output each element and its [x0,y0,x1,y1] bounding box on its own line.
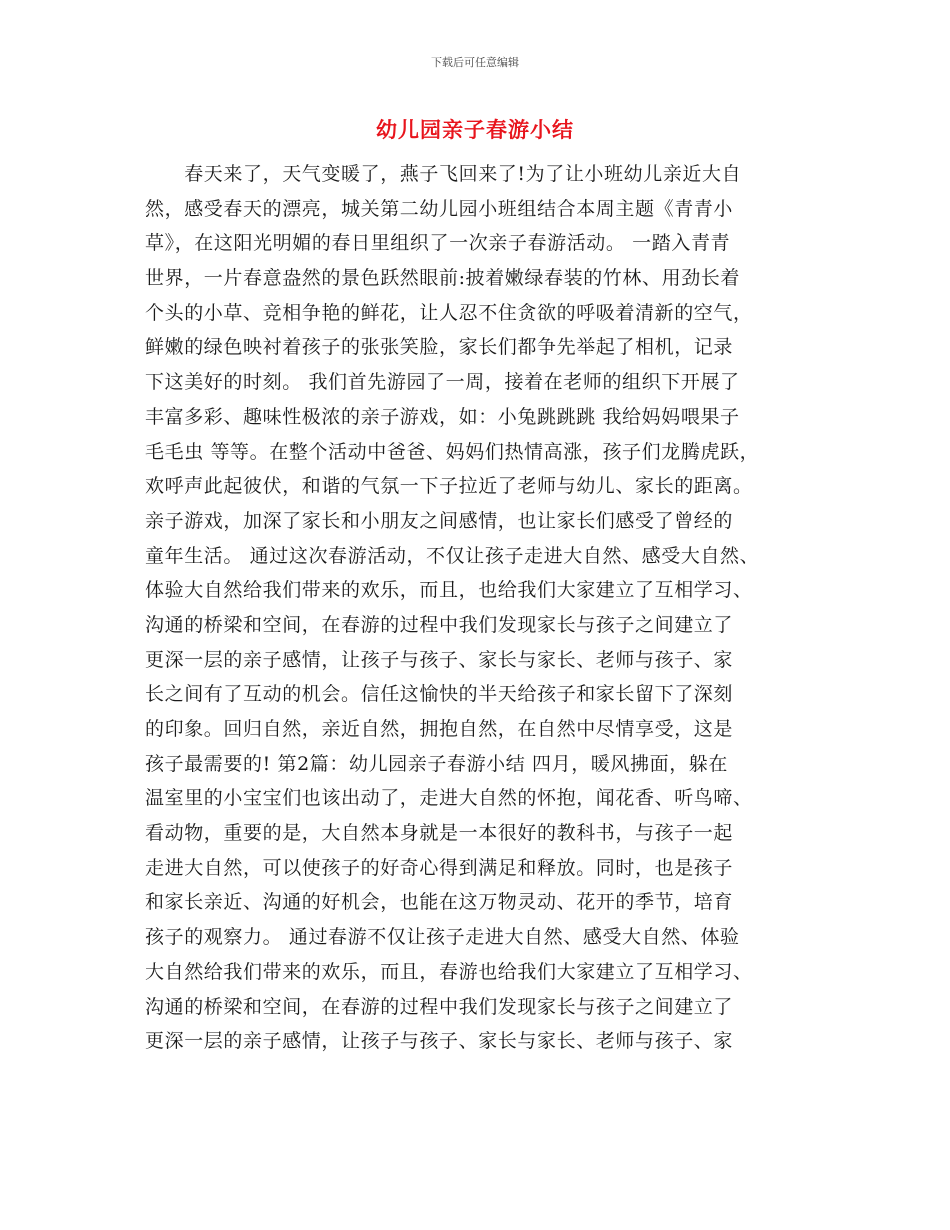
body-line: 个头的小草、竞相争艳的鲜花，让人忍不住贪欲的呼吸着清新的空气， [145,301,753,324]
body-line: 毛毛虫 等等。在整个活动中爸爸、妈妈们热情高涨，孩子们龙腾虎跃， [145,440,760,463]
body-line: 走进大自然，可以使孩子的好奇心得到满足和释放。同时，也是孩子 [145,856,734,879]
body-line: 更深一层的亲子感情，让孩子与孩子、家长与家长、老师与孩子、家 [145,1030,734,1053]
document-title: 幼儿园亲子春游小结 [376,118,574,142]
body-line: 草》，在这阳光明媚的春日里组织了一次亲子春游活动。 一踏入青青 [145,232,731,255]
body-line: 长之间有了互动的机会。信任这愉快的半天给孩子和家长留下了深刻 [145,683,734,706]
body-line: 看动物，重要的是，大自然本身就是一本很好的教科书，与孩子一起 [145,822,734,845]
body-line: 和家长亲近、沟通的好机会，也能在这万物灵动、花开的季节，培育 [145,891,734,914]
body-line: 的印象。回归自然，亲近自然，拥抱自然，在自然中尽情享受，这是 [145,718,734,740]
body-line: 温室里的小宝宝们也该出动了，走进大自然的怀抱，闻花香、听鸟啼、 [145,787,753,810]
body-line: 下这美好的时刻。 我们首先游园了一周，接着在老师的组织下开展了 [145,371,740,394]
body-line: 孩子的观察力。 通过春游不仅让孩子走进大自然、感受大自然、体验 [145,926,740,949]
body-line: 沟通的桥梁和空间，在春游的过程中我们发现家长与孩子之间建立了 [145,995,734,1018]
body-line: 春天来了，天气变暖了，燕子飞回来了!为了让小班幼儿亲近大自 [145,163,742,185]
body-line: 欢呼声此起彼伏，和谐的气氛一下子拉近了老师与幼儿、家长的距离。 [145,475,753,498]
body-line: 沟通的桥梁和空间，在春游的过程中我们发现家长与孩子之间建立了 [145,613,734,636]
body-line: 鲜嫩的绿色映衬着孩子的张张笑脸，家长们都争先举起了相机，记录 [145,336,734,359]
body-line: 更深一层的亲子感情，让孩子与孩子、家长与家长、老师与孩子、家 [145,648,734,671]
body-line: 亲子游戏，加深了家长和小朋友之间感情，也让家长们感受了曾经的 [145,509,734,532]
body-line: 世界，一片春意盎然的景色跃然眼前:披着嫩绿春装的竹林、用劲长着 [145,267,741,290]
body-line: 童年生活。 通过这次春游活动，不仅让孩子走进大自然、感受大自然、 [145,544,760,567]
header-note: 下载后可任意编辑 [431,56,519,69]
body-line: 大自然给我们带来的欢乐，而且，春游也给我们大家建立了互相学习、 [145,960,753,983]
body-line: 然，感受春天的漂亮，城关第二幼儿园小班组结合本周主题《青青小 [145,197,734,220]
body-line: 孩子最需要的! 第2篇：幼儿园亲子春游小结 四月，暖风拂面，躲在 [145,752,729,775]
document-body [145,157,825,1059]
body-line: 体验大自然给我们带来的欢乐，而且，也给我们大家建立了互相学习、 [145,579,753,602]
body-line: 丰富多彩、趣味性极浓的亲子游戏，如：小兔跳跳跳 我给妈妈喂果子 [145,405,740,428]
